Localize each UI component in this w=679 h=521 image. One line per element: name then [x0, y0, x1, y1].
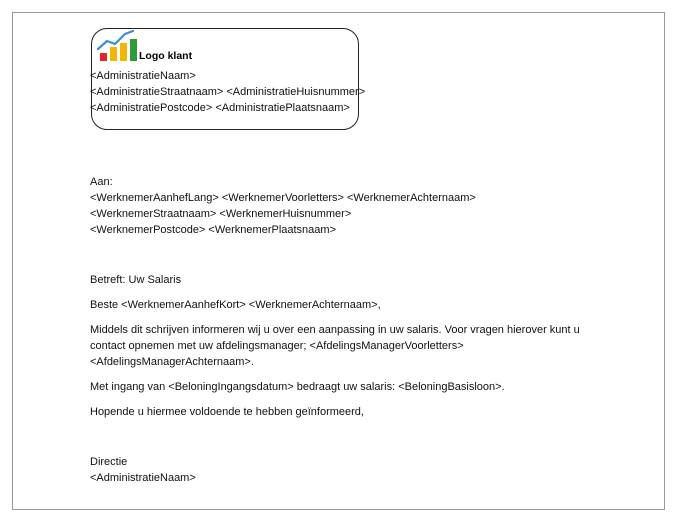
signature-name: <AdministratieNaam>	[90, 472, 196, 484]
logo-bar-red	[100, 53, 107, 61]
body-paragraph-1-line-2: contact opnemen met uw afdelingsmanager; <AfdelingsManagerVoorletters>	[90, 340, 464, 352]
recipient-name: <WerknemerAanhefLang> <WerknemerVoorletters> <WerknemerAchternaam>	[90, 192, 476, 204]
closing-line: Hopende u hiermee voldoende te hebben geïnformeerd,	[90, 406, 364, 418]
greeting: Beste <WerknemerAanhefKort> <WerknemerAchternaam>,	[90, 299, 381, 311]
sender-street: <AdministratieStraatnaam> <AdministratieHuisnummer>	[90, 86, 366, 98]
recipient-label: Aan:	[90, 176, 113, 188]
subject-line: Betreft: Uw Salaris	[90, 274, 182, 286]
logo-trend-line	[98, 31, 133, 49]
recipient-postal: <WerknemerPostcode> <WerknemerPlaatsnaam>	[90, 224, 336, 236]
sender-name: <AdministratieNaam>	[90, 70, 196, 82]
body-paragraph-2: Met ingang van <BeloningIngangsdatum> bedraagt uw salaris: <BeloningBasisloon>.	[90, 381, 505, 393]
document-page	[12, 12, 665, 510]
body-paragraph-1-line-3: <AfdelingsManagerAchternaam>.	[90, 356, 254, 368]
body-paragraph-1-line-1: Middels dit schrijven informeren wij u over een aanpassing in uw salaris. Voor vragen hierover kunt u	[90, 324, 580, 336]
sender-postal: <AdministratiePostcode> <AdministratiePlaatsnaam>	[90, 102, 350, 114]
signoff: Directie	[90, 456, 128, 468]
logo-bar-yellow-2	[120, 43, 127, 61]
logo-bar-green	[130, 39, 137, 61]
logo-bar-yellow	[110, 47, 117, 61]
logo-label: Logo klant	[139, 50, 193, 62]
recipient-street: <WerknemerStraatnaam> <WerknemerHuisnummer>	[90, 208, 352, 220]
bar-chart-trend-icon	[97, 29, 139, 65]
client-logo	[97, 29, 227, 65]
